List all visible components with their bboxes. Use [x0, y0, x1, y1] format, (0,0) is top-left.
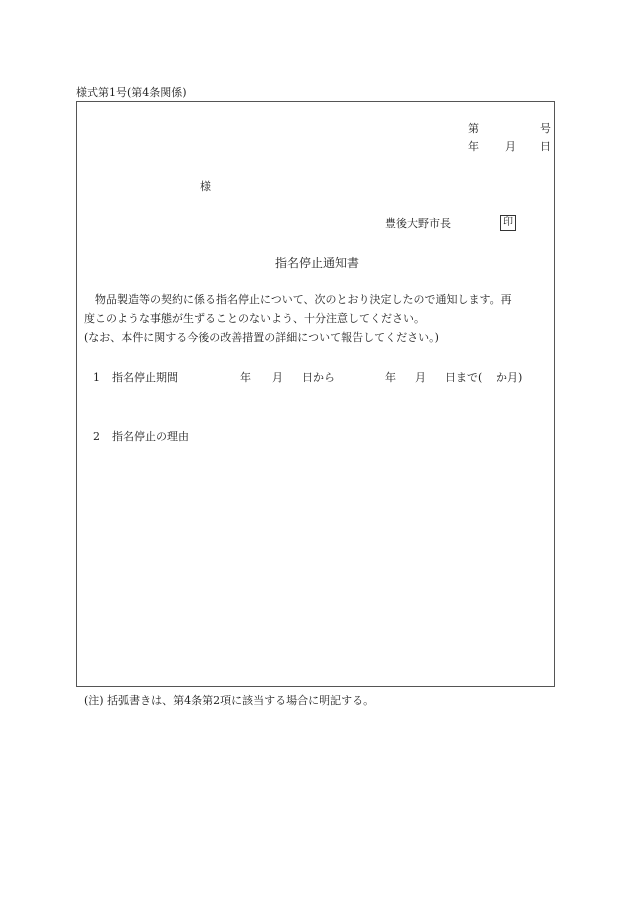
addressee-honorific: 様: [200, 180, 211, 193]
date-day: 日: [540, 140, 551, 153]
item-1-from-month: 月: [272, 371, 283, 384]
item-1-label: 指名停止期間: [112, 371, 178, 384]
body-line-2: 度このような事態が生ずることのないよう、十分注意してください。: [84, 312, 425, 325]
number-prefix: 第: [468, 122, 479, 135]
item-1-to-month: 月: [415, 371, 426, 384]
body-line-3: (なお、本件に関する今後の改善措置の詳細について報告してください。): [84, 331, 439, 344]
item-1-to-year: 年: [385, 371, 396, 384]
item-1-to-day: 日まで(: [445, 371, 483, 384]
document-frame: [76, 101, 555, 687]
document-title: 指名停止通知書: [275, 256, 360, 270]
date-month: 月: [505, 140, 516, 153]
number-suffix: 号: [540, 122, 551, 135]
item-2-number: 2: [93, 430, 100, 443]
item-1-duration: か月): [496, 371, 523, 384]
form-label: 様式第1号(第4条関係): [76, 86, 187, 99]
item-2-label: 指名停止の理由: [112, 430, 189, 443]
footnote: (注) 括弧書きは、第4条第2項に該当する場合に明記する。: [84, 694, 375, 707]
item-1-number: 1: [93, 371, 100, 384]
body-line-1: 物品製造等の契約に係る指名停止について、次のとおり決定したので通知します。再: [95, 293, 512, 306]
issuer-name: 豊後大野市長: [385, 217, 451, 230]
item-1-from-year: 年: [240, 371, 251, 384]
seal-stamp: 印: [500, 215, 516, 231]
date-year: 年: [468, 140, 479, 153]
item-1-from-day: 日から: [302, 371, 335, 384]
